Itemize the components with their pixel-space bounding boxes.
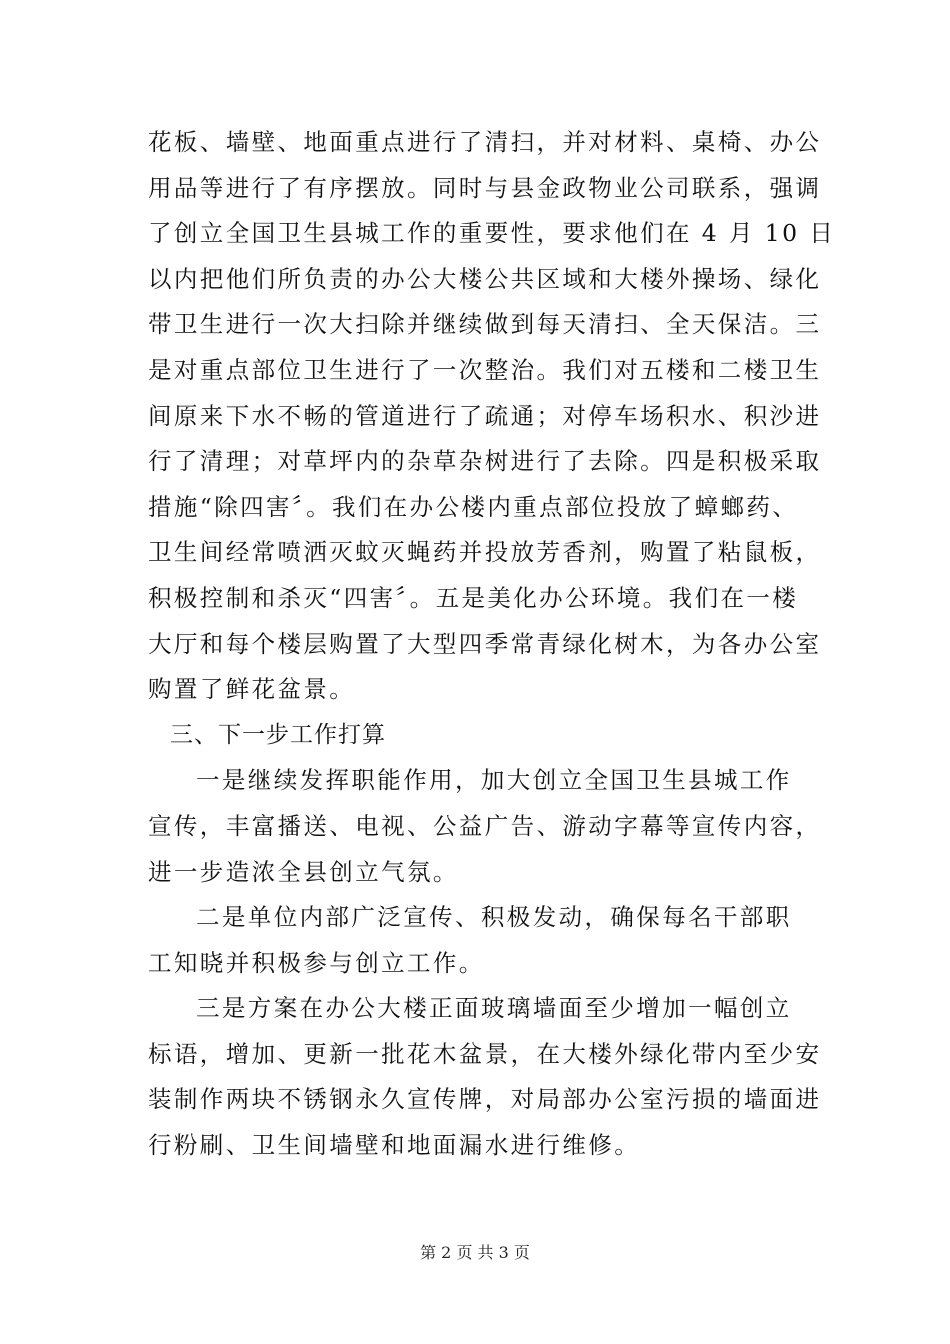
text-line: 装制作两块不锈钢永久宣传牌，对局部办公室污损的墙面进	[148, 1085, 822, 1114]
text-line: 购置了鲜花盆景。	[148, 675, 356, 704]
text-line: 是对重点部位卫生进行了一次整治。我们对五楼和二楼卫生	[148, 355, 822, 384]
text-line: 用品等进行了有序摆放。同时与县金政物业公司联系，强调	[148, 173, 822, 202]
text-line: 行粉刷、卫生间墙壁和地面漏水进行维修。	[148, 1131, 641, 1160]
text-line: 花板、墙壁、地面重点进行了清扫，并对材料、桌椅、办公	[148, 128, 822, 156]
text-line: 大厅和每个楼层购置了大型四季常青绿化树木，为各办公室	[148, 629, 822, 658]
text-line: 行了清理；对草坪内的杂草杂树进行了去除。四是积极采取	[148, 447, 822, 476]
text-line: 以内把他们所负责的办公大楼公共区域和大楼外操场、绿化	[148, 264, 822, 293]
text-line: 宣传，丰富播送、电视、公益广告、游动字幕等宣传内容，	[148, 811, 822, 840]
text-line: 卫生间经常喷洒灭蚊灭蝇药并投放芳香剂，购置了粘鼠板，	[148, 538, 822, 567]
text-line: 二是单位内部广泛宣传、积极发动，确保每名干部职	[196, 903, 792, 932]
text-line: 措施“除四害〞。我们在办公楼内重点部位投放了蟑螂药、	[148, 492, 799, 521]
page-footer: 第 2 页 共 3 页	[420, 1243, 530, 1262]
text-line: 三是方案在办公大楼正面玻璃墙面至少增加一幅创立	[196, 994, 792, 1023]
text-line: 一是继续发挥职能作用，加大创立全国卫生县城工作	[196, 766, 792, 795]
text-line: 带卫生进行一次大扫除并继续做到每天清扫、全天保洁。三	[148, 310, 822, 339]
document-body	[148, 120, 836, 1169]
text-line: 积极控制和杀灭“四害〞。五是美化办公环境。我们在一楼	[148, 583, 799, 612]
text-line: 间原来下水不畅的管道进行了疏通；对停车场积水、积沙进	[148, 401, 822, 430]
section-heading: 三、下一步工作打算	[170, 721, 386, 748]
text-line: 标语，增加、更新一批花木盆景，在大楼外绿化带内至少安	[148, 1039, 822, 1068]
text-line: 进一步造浓全县创立气氛。	[148, 857, 459, 886]
text-line: 工知晓并积极参与创立工作。	[148, 948, 485, 977]
text-line: 了创立全国卫生县城工作的重要性，要求他们在 4 月 10 日	[148, 219, 836, 248]
